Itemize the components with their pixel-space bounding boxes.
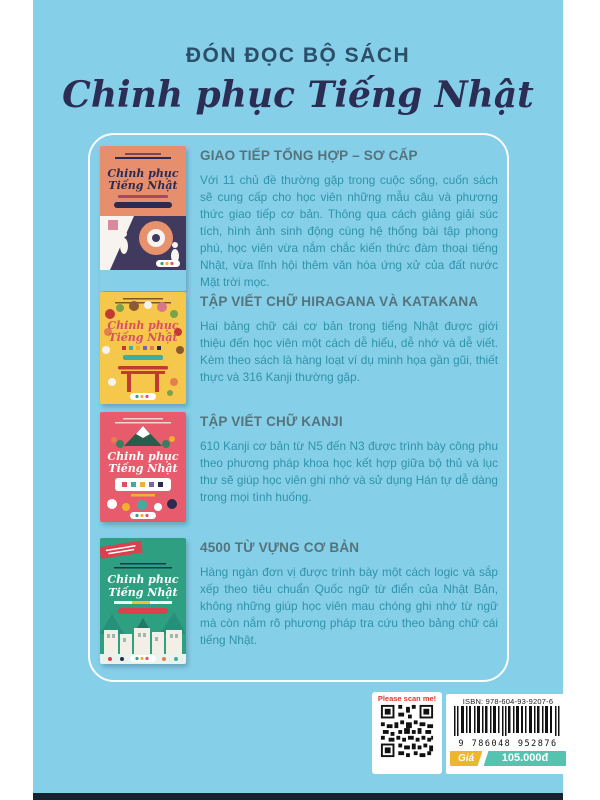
svg-text:Tiếng Nhật: Tiếng Nhật [108,586,178,599]
book-cover-giao-tiep [100,146,186,291]
qr-code [379,703,435,759]
book-cover-tu-vung [100,538,186,664]
book-cover-hiragana-katakana [100,292,186,404]
book-description: Với 11 chủ đề thường gặp trong cuộc sống, cuốn sách sẽ cung cấp cho học viên những mẫu câu và phương thức giao tiếp cơ bản. Thông qua cách giảng giải súc tích, hình ảnh sinh động cùng hệ thống bài tập phong phú, học viên vừa nắm chắc kiến thức đàm thoại tiếng Nhật, vừa lĩnh hội thêm văn hóa ứng xử của đất nước Mặt trời mọc. [200,173,498,289]
price-tag [450,751,566,766]
svg-text:Tiếng Nhật: Tiếng Nhật [108,331,178,344]
book-row-tu-vung [100,538,498,664]
book-info-hiragana-katakana [200,292,498,404]
book-title: GIAO TIẾP TỔNG HỢP – SƠ CẤP [200,148,418,163]
book-description: Hàng ngàn đơn vị được trình bày một cách logic và sắp xếp theo tiêu chuẩn Quốc ngữ từ điển của Nhật Bản, không những giúp học viên mau chóng ghi nhớ từ ngữ mà còn nắm rõ phương pháp tra cứu theo bảng chữ cái tiếng Nhật. [200,565,498,647]
svg-text:Chinh phục: Chinh phục [107,450,179,463]
book-title: TẬP VIẾT CHỮ KANJI [200,414,343,429]
barcode [450,706,566,736]
book-description: 610 Kanji cơ bản từ N5 đến N3 được trình bày công phu theo phương pháp khoa học kết hợp giữa bộ thủ và lục thư sẽ giúp học viên ghi nhớ và sử dụng Hán tự dễ dàng trong mọi tình huống. [200,439,498,504]
price-label: Giá [450,751,482,766]
barcode-panel [446,694,570,774]
book-info-tu-vung [200,538,498,664]
svg-text:Chinh phục: Chinh phục [107,167,179,180]
qr-panel [372,692,442,774]
svg-text:Chinh phục: Chinh phục [107,319,179,332]
book-cover-art-giao-tiep [100,146,186,270]
svg-text:Tiếng Nhật: Tiếng Nhật [108,462,178,475]
book-row-hiragana-katakana [100,292,498,404]
book-info-giao-tiep [200,146,498,291]
book-cover-kanji [100,412,186,522]
book-description: Hai bảng chữ cái cơ bản trong tiếng Nhật được giới thiệu đến học viên một cách dễ hiểu, dễ nhớ và dễ viết. Kèm theo sách là hàng loạt ví dụ minh họa gần gũi, thiết thực và 316 Kanji thường gặp. [200,319,498,384]
book-title: 4500 TỪ VỰNG CƠ BẢN [200,540,360,555]
svg-text:Tiếng Nhật: Tiếng Nhật [108,179,178,192]
isbn-text: ISBN: 978-604-93-9207-6 [462,697,554,706]
price-value: 105.000đ [484,751,566,766]
series-title: Chinh phục Tiếng Nhật [62,74,534,116]
book-row-giao-tiep [100,146,498,291]
page-bottom-edge [33,793,563,800]
book-cover-art-tu-vung [100,538,186,664]
header-kicker: ĐÓN ĐỌC BỘ SÁCH [185,44,411,67]
book-title: TẬP VIẾT CHỮ HIRAGANA VÀ KATAKANA [200,294,479,309]
svg-text:Chinh phục: Chinh phục [107,573,179,586]
book-cover-art-kanji [100,412,186,522]
city-buildings [104,628,182,656]
book-row-kanji [100,412,498,522]
book-cover-art-hiragana-katakana [100,292,186,404]
book-info-kanji [200,412,498,522]
scan-prompt: Please scan me! [377,694,437,703]
barcode-digits: 9 786048 952876 [458,739,558,749]
